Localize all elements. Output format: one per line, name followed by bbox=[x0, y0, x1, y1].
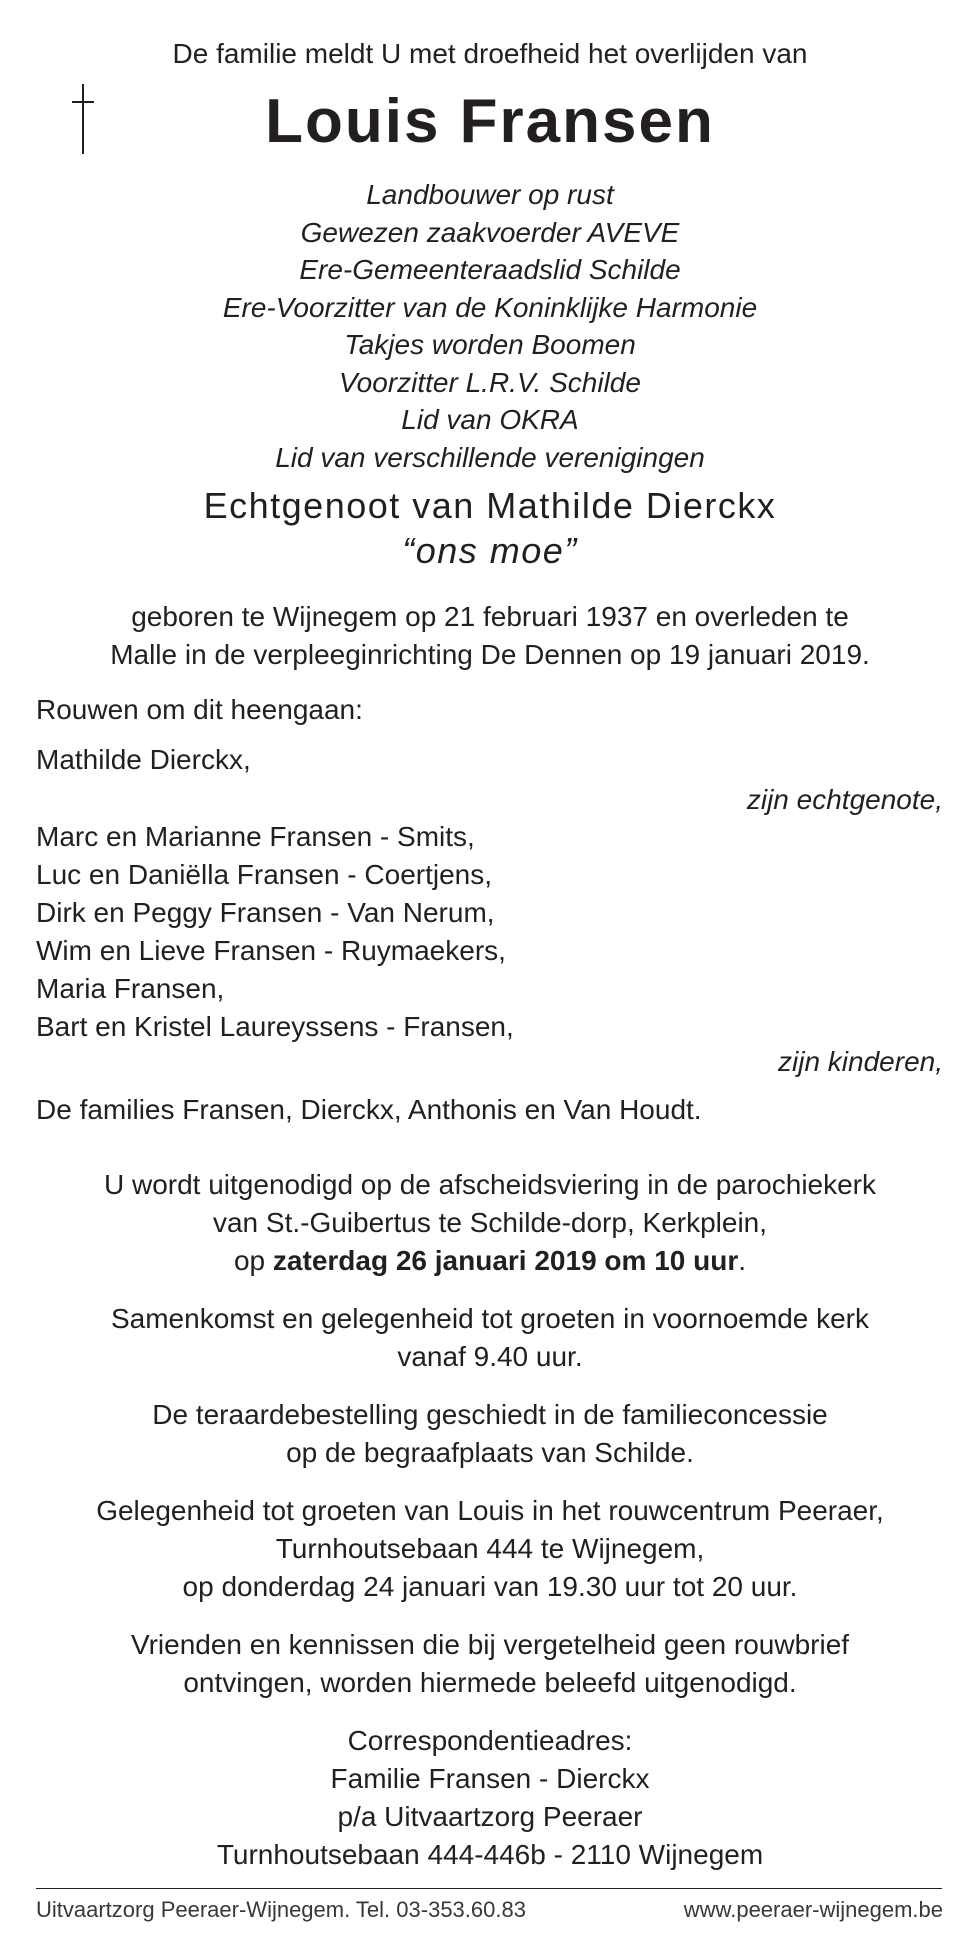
invitation-suffix: . bbox=[738, 1245, 747, 1276]
gathering-paragraph bbox=[0, 1300, 980, 1376]
invitation-date-line bbox=[0, 1242, 980, 1280]
title-line: Lid van OKRA bbox=[401, 404, 579, 435]
title-line: Landbouwer op rust bbox=[366, 179, 614, 210]
friends-paragraph bbox=[0, 1626, 980, 1702]
footer-website-link[interactable]: www.peeraer-wijnegem.be bbox=[683, 1897, 943, 1922]
child-line: Maria Fransen, bbox=[36, 973, 225, 1004]
mourners-title: Rouwen om dit heengaan: bbox=[36, 694, 363, 725]
correspondence-line: p/a Uitvaartzorg Peeraer bbox=[337, 1801, 643, 1832]
title-line: Lid van verschillende verenigingen bbox=[275, 441, 705, 473]
viewing-line: op donderdag 24 januari van 19.30 uur tot 20 uur. bbox=[182, 1571, 798, 1602]
burial-paragraph bbox=[0, 1396, 980, 1472]
correspondence-address bbox=[0, 1722, 980, 1874]
children-list bbox=[36, 818, 514, 1046]
spouse-line: Echtgenoot van Mathilde Dierckx bbox=[203, 485, 777, 526]
invitation-line: van St.-Guibertus te Schilde-dorp, Kerkplein, bbox=[212, 1207, 768, 1238]
child-line: Marc en Marianne Fransen - Smits, bbox=[36, 821, 475, 852]
viewing-line: Turnhoutsebaan 444 te Wijnegem, bbox=[275, 1533, 705, 1564]
correspondence-line: Familie Fransen - Dierckx bbox=[330, 1763, 650, 1794]
friends-line: Vrienden en kennissen die bij vergetelheid geen rouwbrief bbox=[130, 1629, 850, 1660]
invitation-prefix: op bbox=[233, 1245, 273, 1276]
burial-line: De teraardebestelling geschiedt in de familieconcessie bbox=[152, 1399, 828, 1430]
invitation-date: zaterdag 26 januari 2019 om 10 uur bbox=[272, 1245, 739, 1276]
title-line: Takjes worden Boomen bbox=[344, 329, 636, 360]
title-line: Voorzitter L.R.V. Schilde bbox=[339, 366, 641, 398]
birth-death-line: geboren te Wijnegem op 21 februari 1937 en overleden te bbox=[131, 601, 849, 632]
title-line: Ere-Voorzitter van de Koninklijke Harmonie bbox=[222, 291, 758, 323]
spouse-role: zijn echtgenote, bbox=[746, 784, 943, 815]
child-line: Bart en Kristel Laureyssens - Fransen, bbox=[36, 1011, 514, 1042]
birth-death-line: Malle in de verpleeginrichting De Dennen op 19 januari 2019. bbox=[110, 639, 870, 670]
deceased-name: Louis Fransen bbox=[265, 87, 715, 156]
child-line: Dirk en Peggy Fransen - Van Nerum, bbox=[36, 897, 495, 928]
viewing-line: Gelegenheid tot groeten van Louis in het rouwcentrum Peeraer, bbox=[96, 1495, 884, 1526]
correspondence-line: Turnhoutsebaan 444-446b - 2110 Wijnegem bbox=[216, 1839, 764, 1870]
gathering-line: Samenkomst en gelegenheid tot groeten in voornoemde kerk bbox=[110, 1303, 870, 1334]
title-line: Ere-Gemeenteraadslid Schilde bbox=[299, 254, 681, 285]
footer-funeral-home: Uitvaartzorg Peeraer-Wijnegem. Tel. 03-353.60.83 bbox=[36, 1897, 526, 1922]
nickname: “ons moe” bbox=[402, 530, 578, 571]
children-role: zijn kinderen, bbox=[778, 1046, 943, 1077]
correspondence-line: Correspondentieadres: bbox=[347, 1725, 633, 1756]
families-line: De families Fransen, Dierckx, Anthonis en Van Houdt. bbox=[36, 1094, 702, 1125]
friends-line: ontvingen, worden hiermede beleefd uitgenodigd. bbox=[183, 1667, 797, 1698]
child-line: Wim en Lieve Fransen - Ruymaekers, bbox=[36, 935, 506, 966]
title-line: Gewezen zaakvoerder AVEVE bbox=[300, 216, 680, 248]
burial-line: op de begraafplaats van Schilde. bbox=[286, 1437, 694, 1468]
child-line: Luc en Daniëlla Fransen - Coertjens, bbox=[36, 859, 493, 890]
titles-list bbox=[0, 176, 980, 476]
footer-divider bbox=[36, 1888, 942, 1889]
intro-text: De familie meldt U met droefheid het overlijden van bbox=[172, 38, 808, 69]
gathering-line: vanaf 9.40 uur. bbox=[397, 1341, 583, 1372]
invitation-paragraph bbox=[0, 1166, 980, 1280]
viewing-paragraph bbox=[0, 1492, 980, 1606]
spouse-name: Mathilde Dierckx, bbox=[36, 744, 251, 775]
birth-death-text bbox=[0, 598, 980, 674]
invitation-line: U wordt uitgenodigd op de afscheidsviering in de parochiekerk bbox=[103, 1169, 877, 1200]
